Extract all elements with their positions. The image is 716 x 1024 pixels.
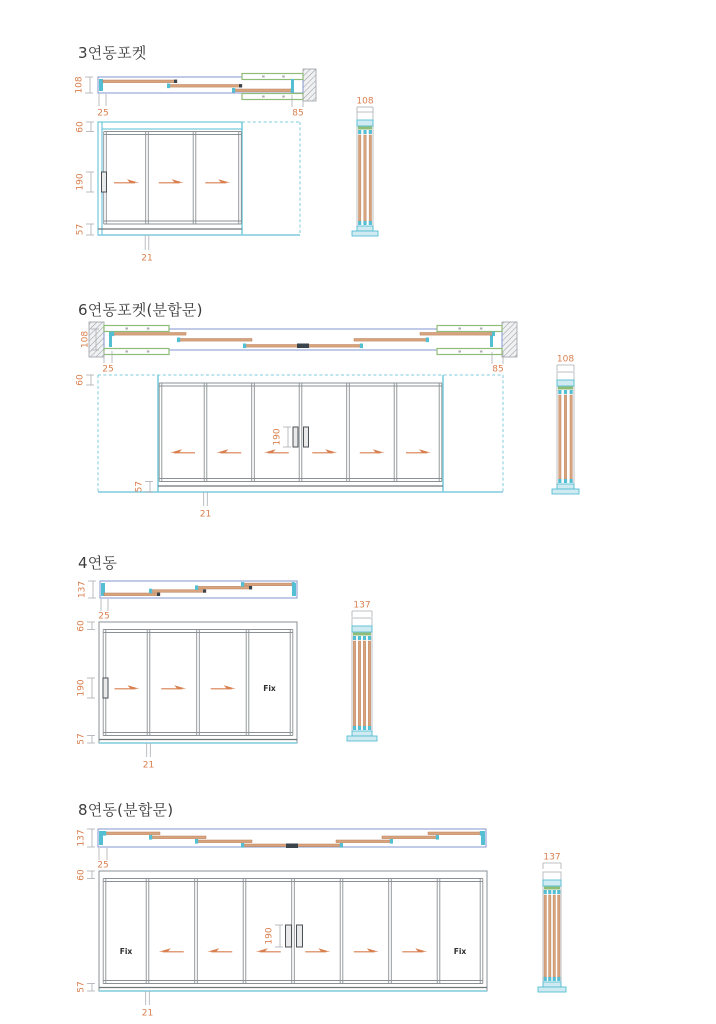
interlock-stop [239, 84, 242, 87]
bottom-track-section [543, 982, 561, 987]
dimension-label: 190 [75, 173, 86, 191]
opening-frame [99, 622, 297, 743]
interlock-roller [436, 835, 439, 840]
top-track-section [543, 880, 561, 886]
roller-section [548, 977, 551, 981]
track-liner-section [558, 387, 573, 390]
side-section-view [552, 355, 579, 495]
fix-label: Fix [263, 684, 276, 693]
interlock-roller [390, 839, 393, 844]
door-panel-section [358, 641, 360, 726]
door-handle [102, 172, 107, 192]
roller-section [544, 890, 547, 894]
dimension-label: 25 [102, 364, 114, 375]
roller-section [548, 890, 551, 894]
floor-base-plate [347, 736, 377, 741]
interlock-roller [149, 835, 152, 840]
roller-section [358, 636, 361, 640]
interlock-roller [241, 582, 244, 587]
door-panel-section [559, 395, 561, 479]
roller-section [570, 479, 573, 483]
door-panel-section [368, 641, 370, 726]
dimension-label: 57 [134, 480, 145, 493]
track-liner-section [358, 127, 372, 130]
door-panel-section [549, 895, 551, 977]
roller-section [553, 977, 556, 981]
fix-label: Fix [119, 947, 133, 956]
roller-section [369, 130, 372, 134]
dimension-label: 108 [356, 96, 374, 107]
interlock-stop [157, 593, 160, 596]
dimension-label: 137 [543, 852, 561, 863]
track-end-cap [99, 831, 103, 845]
roller-section [544, 977, 547, 981]
door-panel-bar [242, 583, 294, 586]
roller-section [363, 636, 366, 640]
roller-section [558, 390, 561, 394]
door-panel-section [369, 135, 371, 221]
interlock-stop [174, 80, 177, 83]
fix-label: Fix [453, 947, 467, 956]
roller-section [353, 726, 356, 730]
section-title-4-linked: 4연동 [78, 554, 118, 572]
roller-section [557, 977, 560, 981]
door-panel-section [364, 135, 366, 221]
interlock-stop [203, 589, 206, 592]
top-track-section [357, 120, 373, 126]
door-panel-section [558, 895, 560, 977]
dimension-label: 190 [272, 428, 283, 446]
pocket-frame [104, 349, 169, 355]
door-system-section [76, 322, 580, 520]
door-system-section [77, 829, 567, 1019]
plan-view [81, 322, 518, 375]
interlock-roller [177, 338, 180, 343]
door-panel-bar [104, 832, 160, 835]
dimension-label: 108 [80, 330, 91, 349]
dimension-label: 25 [97, 860, 109, 871]
plan-view [77, 829, 487, 871]
elevation-view [76, 121, 301, 263]
bottom-track-section [352, 731, 372, 736]
elevation-view [77, 620, 298, 770]
roller-section [553, 890, 556, 894]
pocket-frame [437, 326, 502, 332]
slide-arrow-icon [264, 449, 289, 453]
dimension-label: 21 [199, 509, 212, 520]
door-panel-bar [420, 333, 494, 336]
slide-arrow-icon [256, 948, 281, 952]
dimension-label: 57 [75, 223, 86, 236]
roller-section [363, 130, 366, 134]
slide-arrow-icon [170, 449, 195, 453]
dimension-label: 57 [76, 981, 87, 993]
plan-view [78, 581, 298, 622]
roller-section [564, 390, 567, 394]
dimension-label: 21 [142, 760, 155, 771]
interlock-roller [292, 582, 295, 587]
door-panel-section [544, 895, 546, 977]
slide-arrow-icon [159, 179, 184, 183]
roller-section [369, 221, 372, 225]
door-panel-bar [150, 590, 206, 593]
dimension-label: 25 [98, 611, 110, 622]
door-handle [103, 678, 108, 698]
slide-arrow-icon [360, 449, 385, 453]
dimension-label: 21 [141, 253, 153, 264]
section-title-8-linked: 8연동(분합문) [78, 801, 174, 819]
dimension-label: 137 [353, 600, 371, 611]
pocket-frame [242, 74, 303, 80]
interlock-roller [492, 332, 495, 337]
slide-arrow-icon [205, 179, 230, 183]
door-panel-section [363, 641, 365, 726]
track-end-cap [99, 79, 103, 91]
roller-section [358, 726, 361, 730]
door-handle [304, 427, 309, 447]
door-panel-bar [168, 85, 242, 88]
slide-arrow-icon [114, 179, 139, 183]
door-panel-section [564, 395, 566, 479]
plan-view [75, 69, 317, 119]
interlock-roller [111, 332, 114, 337]
door-panel-bar [244, 345, 298, 348]
dimension-label: 85 [292, 108, 304, 119]
side-section-view [352, 97, 378, 237]
interlock-roller [103, 831, 106, 836]
door-panel-bar [354, 339, 428, 342]
door-panel-bar [428, 832, 482, 835]
slide-arrow-icon [115, 685, 140, 689]
door-panel-section [353, 641, 355, 726]
dimension-label: 190 [264, 927, 275, 945]
interlock-roller [360, 344, 363, 349]
bottom-track-section [557, 484, 574, 489]
interlock-stop [249, 586, 252, 589]
center-handle-block [286, 844, 298, 849]
door-panel-bar [178, 339, 252, 342]
door-panel-bar [382, 836, 438, 839]
interlock-roller [232, 88, 235, 93]
section-title-6-pocket: 6연동포켓(분합문) [78, 301, 203, 319]
door-panel-bar [103, 80, 177, 83]
roller-section [368, 636, 371, 640]
opening-frame [99, 871, 487, 991]
top-track-section [557, 380, 574, 386]
door-panel-bar [296, 844, 342, 847]
slide-arrow-icon [159, 948, 184, 952]
roller-section [358, 221, 361, 225]
roller-section [570, 390, 573, 394]
slide-arrow-icon [161, 685, 186, 689]
dimension-label: 60 [75, 121, 86, 133]
interlock-roller [195, 839, 198, 844]
door-panel-bar [104, 593, 160, 596]
floor-base-plate [552, 489, 579, 494]
door-handle [286, 925, 292, 947]
dimension-label: 190 [76, 679, 87, 697]
pocket-frame [104, 326, 169, 332]
pocket-frame [242, 94, 303, 100]
interlock-roller [195, 585, 198, 590]
dimension-label: 60 [75, 374, 86, 386]
door-panel-bar [150, 836, 206, 839]
interlock-roller [480, 831, 483, 836]
door-panel-bar [336, 840, 392, 843]
door-panel-bar [196, 586, 252, 589]
roller-section [564, 479, 567, 483]
dimension-label: 60 [76, 869, 87, 881]
slide-arrow-icon [406, 449, 431, 453]
door-panel-bar [112, 333, 186, 336]
interlock-roller [291, 88, 294, 93]
door-panel-section [553, 895, 555, 977]
pocket-wall-hatch [89, 322, 104, 357]
slide-arrow-icon [305, 948, 330, 952]
slide-arrow-icon [207, 948, 232, 952]
side-section-view [347, 601, 377, 742]
section-title-3-pocket: 3연동포켓 [78, 44, 147, 62]
dimension-label: 108 [74, 76, 85, 94]
dimension-label: 137 [77, 580, 88, 599]
door-handle [293, 427, 298, 447]
roller-section [353, 636, 356, 640]
interlock-roller [243, 344, 246, 349]
door-system-section [77, 581, 378, 771]
interlock-roller [241, 843, 244, 848]
interlock-roller [167, 84, 170, 89]
floor-base-plate [538, 987, 566, 992]
pocket-wall-hatch [502, 322, 517, 357]
door-panel-section [358, 135, 360, 221]
dimension-label: 108 [556, 354, 575, 365]
door-panel-bar [233, 89, 293, 92]
interlock-roller [340, 843, 343, 848]
side-section-view [538, 853, 566, 993]
slide-arrow-icon [312, 449, 337, 453]
dimension-label: 25 [97, 108, 109, 119]
roller-section [363, 221, 366, 225]
track-liner-section [353, 633, 371, 636]
elevation-view [77, 869, 488, 1018]
dimension-label: 137 [76, 829, 87, 847]
door-system-section [75, 69, 379, 264]
slide-arrow-icon [354, 948, 379, 952]
dimension-label: 60 [76, 620, 87, 632]
top-track-section [352, 626, 372, 632]
elevation-view [76, 374, 504, 519]
door-panel-section [570, 395, 572, 479]
interlock-roller [149, 589, 152, 594]
roller-section [363, 726, 366, 730]
slide-arrow-icon [216, 449, 241, 453]
door-panel-bar [308, 345, 362, 348]
center-handle-block [297, 344, 309, 349]
roller-section [368, 726, 371, 730]
slide-arrow-icon [402, 948, 427, 952]
roller-section [358, 130, 361, 134]
dimension-label: 21 [141, 1008, 154, 1019]
door-panel-bar [242, 844, 288, 847]
slide-arrow-icon [211, 685, 236, 689]
floor-base-plate [352, 231, 378, 236]
roller-section [558, 479, 561, 483]
roller-section [557, 890, 560, 894]
bottom-track-section [357, 226, 373, 231]
track-liner-section [544, 887, 560, 890]
dimension-label: 57 [76, 733, 87, 745]
pocket-wall-hatch [303, 69, 316, 101]
interlock-roller [426, 338, 429, 343]
dimension-label: 85 [492, 364, 504, 375]
door-panel-bar [196, 840, 252, 843]
door-handle [297, 925, 303, 947]
